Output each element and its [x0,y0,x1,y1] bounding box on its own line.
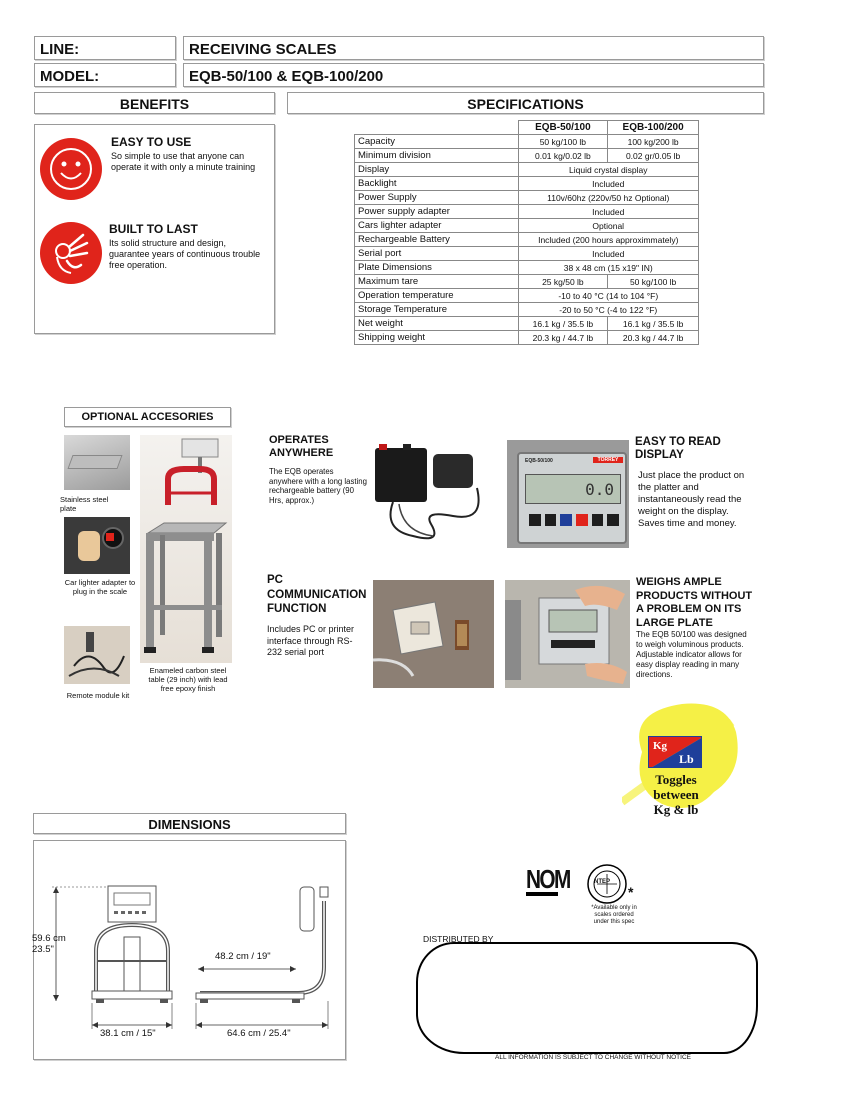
remote-caption: Remote module kit [66,691,130,700]
spec-value: -10 to 40 °C (14 to 104 °F) [518,289,699,303]
spec-label: Backlight [355,177,519,191]
carbon-steel-table-photo [140,435,232,663]
spec-corner [355,121,519,135]
battery-photo [373,440,495,548]
pc-port-photo [373,580,494,688]
model-value: EQB-50/100 & EQB-100/200 [189,68,384,85]
spec-value: 38 x 48 cm (15 x19" IN) [518,261,699,275]
line-label: LINE: [40,41,80,58]
spec-header-row [355,121,699,135]
spec-label: Shipping weight [355,331,519,345]
spec-label: Power supply adapter [355,205,519,219]
spec-row [355,205,699,219]
spec-row [355,233,699,247]
spec-label: Minimum division [355,149,519,163]
spec-col-eqb-50: EQB-50/100 [518,121,608,135]
height-in: 23.5" [32,944,54,955]
spec-row [355,275,699,289]
line-value-box [183,36,764,60]
lighter-caption: Car lighter adapter to plug in the scale [64,578,136,596]
dimensions-header [33,813,346,834]
ntep-note: *Available only in scales ordered under this spec [591,905,637,925]
dimensions-drawing [34,841,347,1061]
spec-label: Cars lighter adapter [355,219,519,233]
operates-title: OPERATES ANYWHERE [269,434,334,459]
operates-text: The EQB operates anywhere with a long lasting rechargeable battery (90 Hrs, approx.) [269,467,367,505]
plate-depth-dimension: 48.2 cm / 19" [215,951,271,962]
lb-label: Lb [679,752,694,766]
spec-value: 0.01 kg/0.02 lb [518,149,608,163]
weighs-text: The EQB 50/100 was designed to weigh voluminous products. Adjustable indicator allows for easy display reading in many directions. [636,630,747,679]
specifications-table [354,120,699,345]
total-depth-dimension: 64.6 cm / 25.4" [227,1028,291,1039]
disclaimer: ALL INFORMATION IS SUBJECT TO CHANGE WITHOUT NOTICE [495,1054,691,1061]
remote-module-photo [64,626,130,684]
spec-label: Operation temperature [355,289,519,303]
ntep-asterisk: * [628,884,634,900]
spec-value: 20.3 kg / 44.7 lb [608,331,699,345]
spec-value: 50 kg/100 lb [608,275,699,289]
spec-body [355,135,699,345]
spec-value: 110v/60hz (220v/50 hz Optional) [518,191,699,205]
stainless-plate-photo [64,435,130,490]
toggle-text [640,772,712,817]
dimensions-title: DIMENSIONS [148,817,231,832]
spec-value: 50 kg/100 lb [518,135,608,149]
toggle-line-2: between [653,787,699,802]
height-dimension [32,933,66,955]
large-plate-photo [505,580,630,688]
spec-label: Capacity [355,135,519,149]
height-cm: 59.6 cm [32,933,66,944]
spec-label: Plate Dimensions [355,261,519,275]
spec-row [355,261,699,275]
spec-value: Liquid crystal display [518,163,699,177]
ntep-label: NTEP [594,879,611,885]
toggle-line-1: Toggles [655,772,697,787]
spec-row [355,331,699,345]
display-text: Just place the product on the platter and instantaneously read the weight on the display. Saves time and money. [638,470,745,529]
spec-value: Included [518,247,699,261]
specifications-title: SPECIFICATIONS [467,96,584,112]
dimensions-panel [33,840,346,1060]
plate-width-dimension: 38.1 cm / 15" [100,1028,156,1039]
pc-text: Includes PC or printer interface through RS-232 serial port [267,624,355,657]
benefit-built-text: Its solid structure and design, guarantee years of continuous trouble free operation. [109,238,261,270]
toggle-line-3: Kg & lb [653,802,699,817]
ok-hand-icon [39,221,103,285]
model-label-box [34,63,176,87]
weighs-title: WEIGHS AMPLE PRODUCTS WITHOUT A PROBLEM ON ITS LARGE PLATE [636,576,753,629]
spec-value: -20 to 50 °C (-4 to 122 °F) [518,303,699,317]
spec-value: 0.02 gr/0.05 lb [608,149,699,163]
car-lighter-photo [64,517,130,574]
display-keypad [529,514,619,526]
distributed-by-label: DISTRIBUTED BY [423,934,494,944]
spec-value: 20.3 kg / 44.7 lb [518,331,608,345]
benefit-built-title: BUILT TO LAST [109,222,198,236]
nom-logo: NOM [526,864,570,894]
benefits-title: BENEFITS [119,96,190,112]
display-readout-brand: TORREY [593,457,623,463]
display-readout: 0.0 [525,474,621,504]
benefits-header [34,92,275,114]
spec-row [355,317,699,331]
pc-title: PC COMMUNICATION FUNCTION [267,574,367,615]
accessories-header [64,407,231,427]
spec-row [355,149,699,163]
kg-lb-badge-icon [648,736,702,768]
spec-label: Serial port [355,247,519,261]
spec-col-eqb-100: EQB-100/200 [608,121,699,135]
spec-label: Display [355,163,519,177]
distributor-field[interactable] [416,942,758,1054]
smiley-icon [39,137,103,201]
benefits-panel [34,124,275,334]
specifications-header [287,92,764,114]
line-label-box [34,36,176,60]
spec-value: 16.1 kg / 35.5 lb [608,317,699,331]
display-title: EASY TO READ DISPLAY [635,436,721,461]
spec-value: 25 kg/50 lb [518,275,608,289]
spec-value: Included [518,177,699,191]
spec-value: 100 kg/200 lb [608,135,699,149]
benefit-easy-text: So simple to use that anyone can operate it with only a minute training [111,151,256,172]
spec-row [355,303,699,317]
spec-row [355,247,699,261]
spec-row [355,177,699,191]
model-value-box [183,63,764,87]
spec-row [355,135,699,149]
display-readout-model: EQB-50/100 [525,458,553,464]
model-label: MODEL: [40,68,100,85]
kg-label: Kg [653,740,668,752]
table-caption: Enameled carbon steel table (29 inch) with lead free epoxy finish [148,666,228,693]
spec-row [355,289,699,303]
spec-value: Included (200 hours approximmately) [518,233,699,247]
spec-row [355,219,699,233]
spec-label: Storage Temperature [355,303,519,317]
benefit-easy-title: EASY TO USE [111,135,192,149]
line-value: RECEIVING SCALES [189,41,337,58]
spec-label: Net weight [355,317,519,331]
spec-row [355,191,699,205]
spec-label: Rechargeable Battery [355,233,519,247]
spec-label: Power Supply [355,191,519,205]
spec-value: Optional [518,219,699,233]
spec-value: Included [518,205,699,219]
spec-row [355,163,699,177]
spec-value: 16.1 kg / 35.5 lb [518,317,608,331]
display-photo [507,440,629,548]
stainless-caption: Stainless steel plate [60,495,109,513]
spec-label: Maximum tare [355,275,519,289]
accessories-title: OPTIONAL ACCESORIES [81,411,214,423]
